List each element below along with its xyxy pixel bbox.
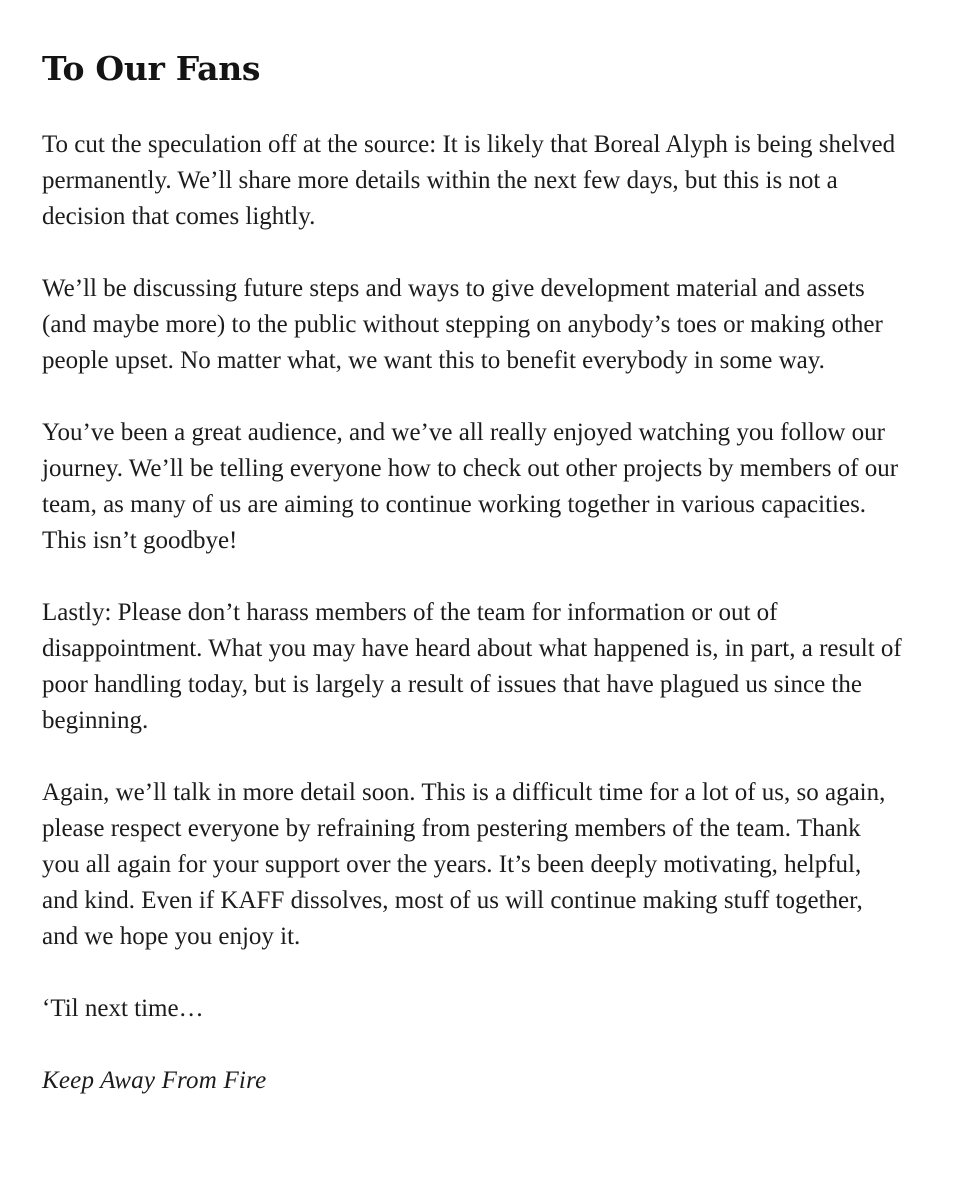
paragraph-again: Again, we’ll talk in more detail soon. This is a difficult time for a lot of us, so again, please respect everyone by refraining from pestering members of the team. Thank you all again for your support over the years. It’s been deeply motivating, helpful, and kind. Even if KAFF dissolves, most of us will continue making stuff together, and we hope you enjoy it. [42, 779, 886, 950]
signature: Keep Away From Fire [42, 1067, 267, 1094]
paragraph-harassment: Lastly: Please don’t harass members of the team for information or out of disappointment. What you may have heard about what happened is, in part, a result of poor handling today, but is largely a result of issues that have plagued us since the beginning. [42, 599, 902, 734]
article [42, 48, 902, 1135]
article-body [42, 127, 902, 1099]
paragraph-closing: ‘Til next time… [42, 995, 204, 1022]
paragraph-audience: You’ve been a great audience, and we’ve all really enjoyed watching you follow our journey. We’ll be telling everyone how to check out other projects by members of our team, as many of us are aiming to continue working together in various capacities. This isn’t goodbye! [42, 419, 899, 554]
paragraph-speculation: To cut the speculation off at the source: It is likely that Boreal Alyph is being shelved permanently. We’ll share more details within the next few days, but this is not a decision that comes lightly. [42, 131, 896, 230]
paragraph-future-steps: We’ll be discussing future steps and ways to give development material and assets (and maybe more) to the public without stepping on anybody’s toes or making other people upset. No matter what, we want this to benefit everybody in some way. [42, 275, 883, 374]
page-title: To Our Fans [42, 49, 261, 88]
